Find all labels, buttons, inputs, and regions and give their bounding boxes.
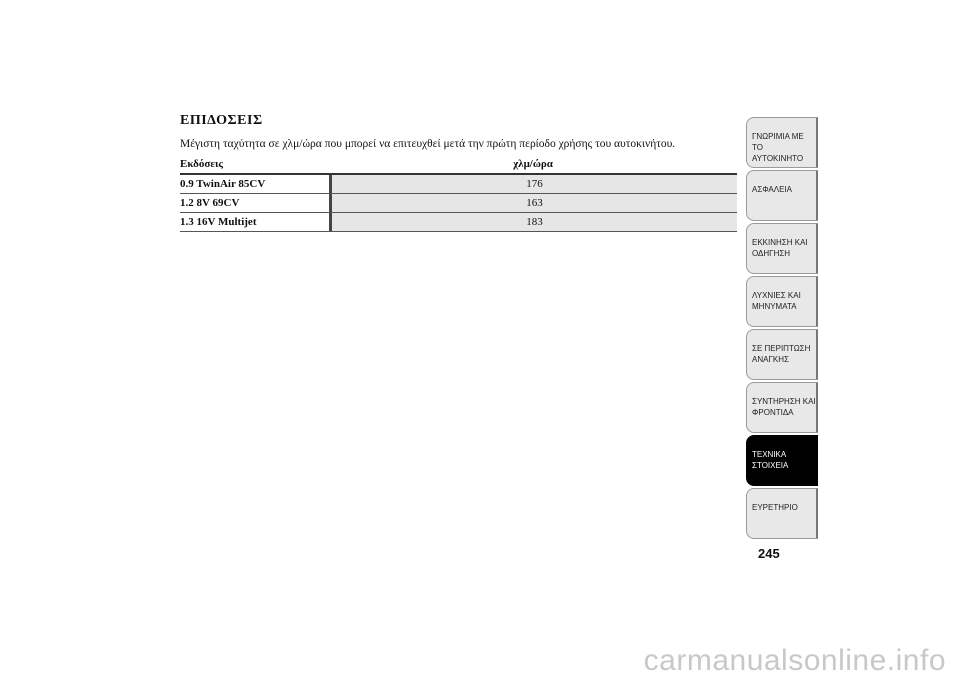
table-row bbox=[180, 175, 737, 194]
tab-getting-to-know-car[interactable]: ΓΝΩΡΙΜΙΑ ΜΕ ΤΟ ΑΥΤΟΚΙΝΗΤΟ bbox=[746, 117, 818, 168]
tab-index[interactable]: ΕΥΡΕΤΗΡΙΟ bbox=[746, 488, 818, 539]
watermark: carmanualsonline.info bbox=[643, 644, 946, 677]
tab-maintenance[interactable]: ΣΥΝΤΗΡΗΣΗ ΚΑΙ ΦΡΟΝΤΙΔΑ bbox=[746, 382, 818, 433]
tab-starting-driving[interactable]: ΕΚΚΙΝΗΣΗ ΚΑΙ ΟΔΗΓΗΣΗ bbox=[746, 223, 818, 274]
intro-text: Μέγιστη ταχύτητα σε χλμ/ώρα που μπορεί να επιτευχθεί μετά την πρώτη περίοδο χρήσης του αυτοκινήτου. bbox=[180, 138, 676, 150]
tab-technical-data[interactable]: ΤΕΧΝΙΚΑ ΣΤΟΙΧΕΙΑ bbox=[746, 435, 818, 486]
speed-cell: 176 bbox=[332, 175, 737, 193]
header-versions: Εκδόσεις bbox=[180, 158, 224, 170]
tab-warning-lights[interactable]: ΛΥΧΝΙΕΣ ΚΑΙ ΜΗΝΥΜΑΤΑ bbox=[746, 276, 818, 327]
table-row bbox=[180, 213, 737, 232]
speed-cell: 163 bbox=[332, 194, 737, 212]
page-number: 245 bbox=[758, 546, 780, 561]
version-cell: 1.3 16V Multijet bbox=[180, 216, 257, 228]
table-row bbox=[180, 194, 737, 213]
speed-cell: 183 bbox=[332, 213, 737, 231]
version-cell: 1.2 8V 69CV bbox=[180, 197, 240, 209]
section-tabs bbox=[746, 117, 818, 541]
header-speed: χλμ/ώρα bbox=[513, 158, 553, 170]
performance-table bbox=[180, 155, 737, 232]
page-title: ΕΠΙΔΟΣΕΙΣ bbox=[180, 113, 263, 128]
tab-safety[interactable]: ΑΣΦΑΛΕΙΑ bbox=[746, 170, 818, 221]
version-cell: 0.9 TwinAir 85CV bbox=[180, 178, 266, 190]
tab-emergency[interactable]: ΣΕ ΠΕΡΙΠΤΩΣΗ ΑΝΑΓΚΗΣ bbox=[746, 329, 818, 380]
table-header-row bbox=[180, 155, 737, 175]
